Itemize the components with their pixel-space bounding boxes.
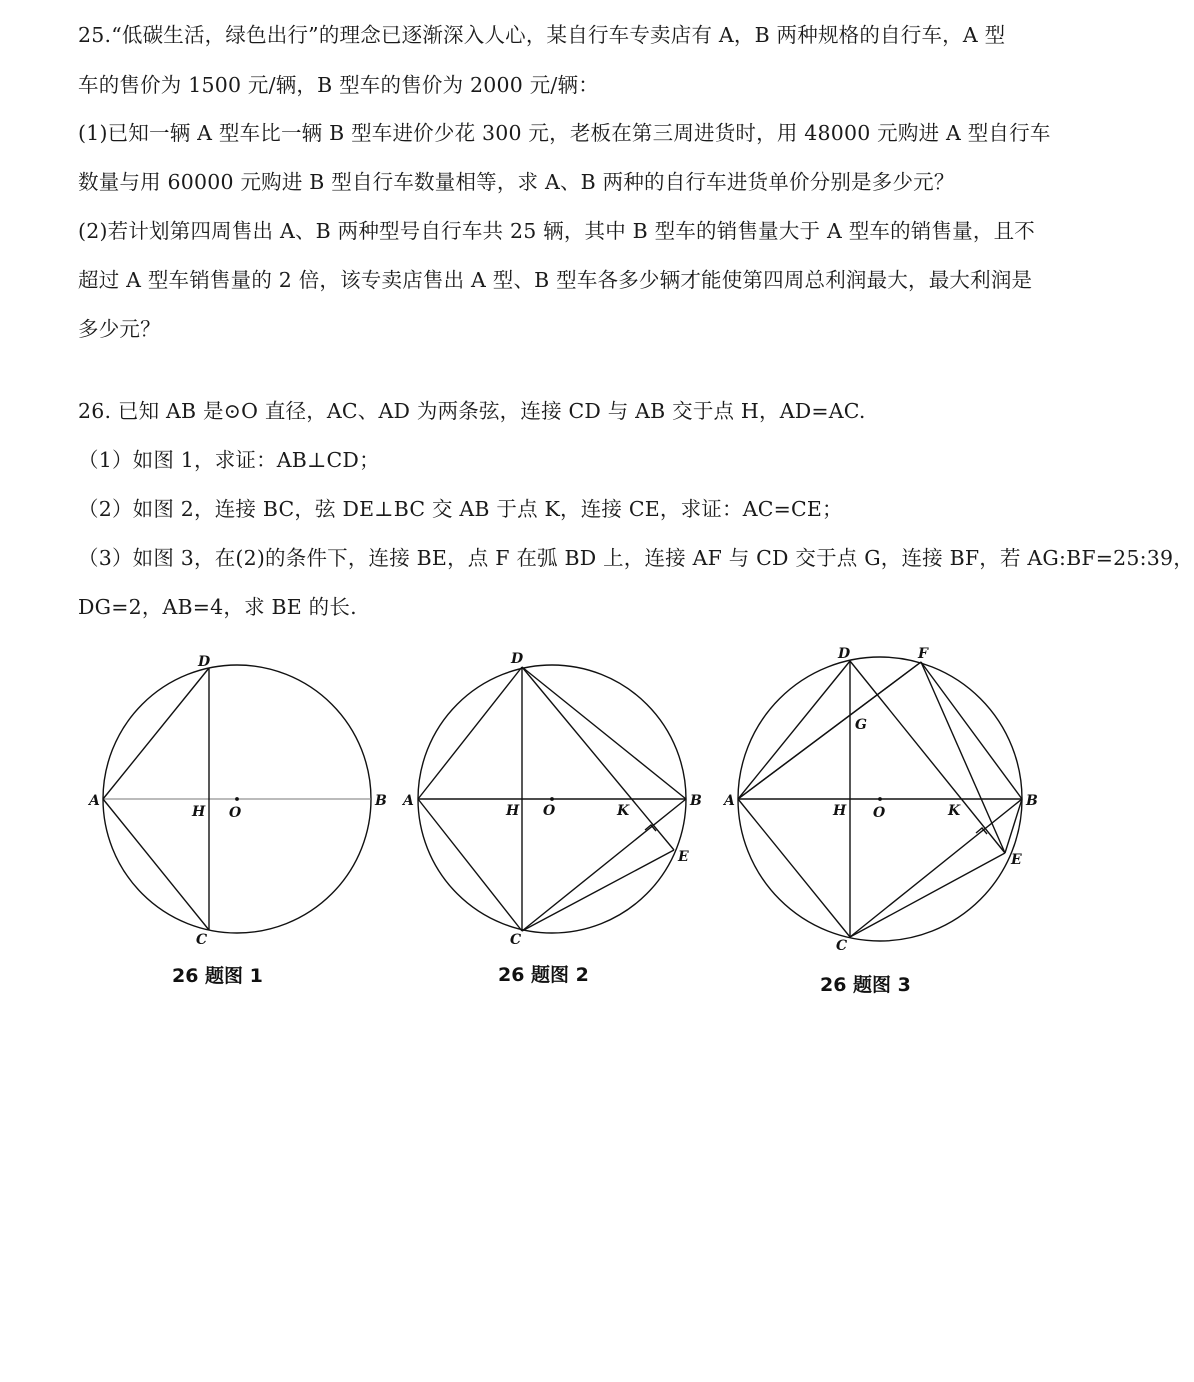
- fig3-chord-fe: [921, 662, 1005, 853]
- fig2-label-o: O: [543, 803, 556, 819]
- q26-line-1: 26. 已知 AB 是⊙O 直径，AC、AD 为两条弦，连接 CD 与 AB 交于点 H，AD=AC.: [78, 399, 866, 423]
- fig2-label-a: A: [403, 793, 414, 809]
- q25-line-1: 25.“低碳生活，绿色出行”的理念已逐渐深入人心，某自行车专卖店有 A，B 两种规格的自行车，A 型: [78, 23, 1006, 47]
- fig2-caption: 26 题图 2: [498, 964, 589, 986]
- fig3-label-a: A: [724, 793, 735, 809]
- fig1-label-o: O: [229, 805, 242, 821]
- fig3-label-o: O: [873, 805, 886, 821]
- q25-part2-line-1: (2)若计划第四周售出 A、B 两种型号自行车共 25 辆，其中 B 型车的销售量大于 A 型车的销售量，且不: [78, 219, 1035, 243]
- fig3-label-g: G: [855, 717, 867, 733]
- q25-part1-line-1: (1)已知一辆 A 型车比一辆 B 型车进价少花 300 元，老板在第三周进货时，用 48000 元购进 A 型自行车: [78, 121, 1051, 145]
- fig2-label-k: K: [617, 803, 630, 819]
- fig3-chord-ac: [738, 799, 850, 937]
- fig3-label-c: C: [836, 938, 848, 954]
- fig1-label-d: D: [198, 654, 211, 670]
- q25-part2-line-3: 多少元？: [78, 317, 161, 341]
- fig2-label-e: E: [678, 849, 689, 865]
- fig3-label-b: B: [1026, 793, 1038, 809]
- q25-part1-line-2: 数量与用 60000 元购进 B 型自行车数量相等，求 A、B 两种的自行车进货单价分别是多少元？: [78, 170, 955, 194]
- fig3-chord-ce: [850, 853, 1005, 937]
- q25-part2-line-2: 超过 A 型车销售量的 2 倍，该专卖店售出 A 型、B 型车各多少辆才能使第四周总利润最大，最大利润是: [78, 268, 1033, 292]
- q26-part3-line-1: （3）如图 3，在(2)的条件下，连接 BE，点 F 在弧 BD 上，连接 AF 与 CD 交于点 G，连接 BF，若 AG:BF=25:39，: [78, 546, 1194, 570]
- q26-part1: （1）如图 1，求证：AB⊥CD；: [78, 448, 380, 472]
- fig3-label-h: H: [833, 803, 847, 819]
- fig2-label-h: H: [506, 803, 520, 819]
- fig3-label-k: K: [948, 803, 961, 819]
- fig1-label-h: H: [192, 804, 206, 820]
- fig3-chord-de: [850, 661, 1005, 853]
- fig1-label-b: B: [375, 793, 387, 809]
- fig2-label-b: B: [690, 793, 702, 809]
- fig3-line-ag: [738, 662, 921, 799]
- fig3-chord-ad: [738, 661, 850, 799]
- q26-part3-line-2: DG=2，AB=4，求 BE 的长.: [78, 595, 357, 619]
- fig3-caption: 26 题图 3: [820, 974, 911, 996]
- fig2-label-c: C: [510, 932, 522, 948]
- fig1-label-c: C: [196, 932, 208, 948]
- fig2-label-d: D: [511, 651, 524, 667]
- fig3-label-f: F: [918, 646, 928, 662]
- q26-part2: （2）如图 2，连接 BC，弦 DE⊥BC 交 AB 于点 K，连接 CE，求证：AC=CE；: [78, 497, 843, 521]
- fig3-center-dot: [879, 798, 881, 800]
- q25-line-2: 车的售价为 1500 元/辆，B 型车的售价为 2000 元/辆：: [78, 73, 599, 97]
- fig3-label-d: D: [838, 646, 851, 662]
- fig1-caption: 26 题图 1: [172, 965, 263, 987]
- fig1-label-a: A: [89, 793, 100, 809]
- fig3-label-e: E: [1011, 852, 1022, 868]
